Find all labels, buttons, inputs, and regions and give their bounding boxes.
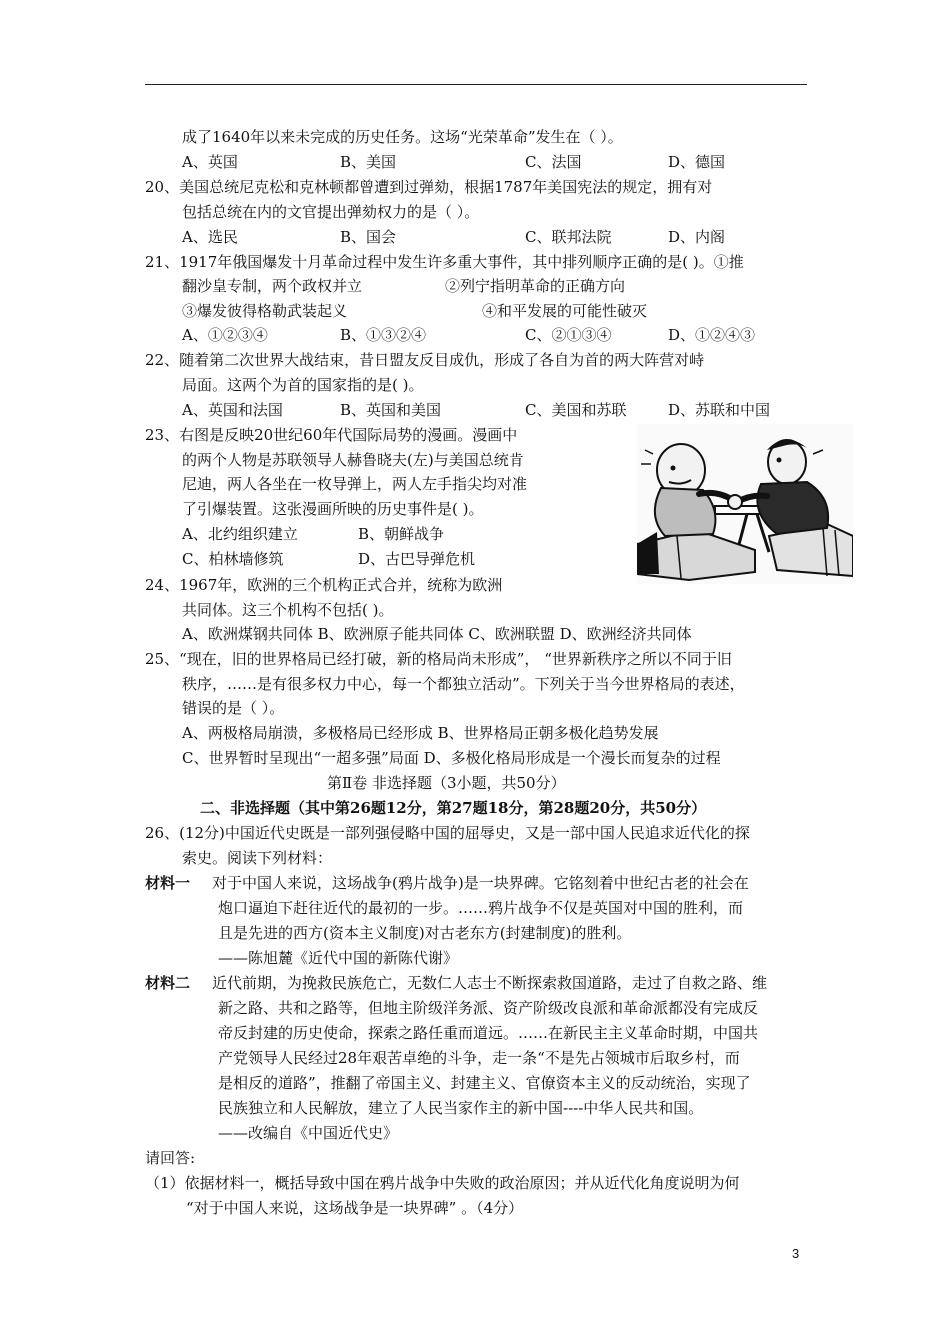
q23-option-d: D、古巴导弹危机 xyxy=(358,550,476,568)
q25-line-1: 25、“现在，旧的世界格局已经打破，新的格局尚未形成”， “世界新秩序之所以不同于旧 xyxy=(145,650,732,668)
q23-option-c: C、柏林墙修筑 xyxy=(182,550,284,568)
q22-option-a: A、英国和法国 xyxy=(182,401,283,419)
material-2-label: 材料二 xyxy=(145,974,191,992)
q19-option-b: B、美国 xyxy=(340,153,397,171)
q21-option-d: D、①②④③ xyxy=(668,326,756,344)
q22-line-1: 22、随着第二次世界大战结束，昔日盟友反目成仇，形成了各自为首的两大阵营对峙 xyxy=(145,351,705,369)
q24-line-1: 24、1967年，欧洲的三个机构正式合并，统称为欧洲 xyxy=(145,576,503,594)
q22-option-d: D、苏联和中国 xyxy=(668,401,771,419)
q23-line-2: 的两个人物是苏联领导人赫鲁晓夫(左)与美国总统肯 xyxy=(182,451,524,469)
q20-option-b: B、国会 xyxy=(340,228,397,246)
material-1-source: ——陈旭麓《近代中国的新陈代谢》 xyxy=(218,949,459,967)
q19-option-c: C、法国 xyxy=(525,153,582,171)
material-1-label: 材料一 xyxy=(145,874,191,892)
material-1-line-2: 炮口逼迫下赶往近代的最初的一步。……鸦片战争不仅是英国对中国的胜利，而 xyxy=(218,899,744,917)
q19-line: 成了1640年以来未完成的历史任务。这场“光荣革命”发生在（ ）。 xyxy=(182,128,623,146)
header-rule xyxy=(145,84,807,85)
page-number: 3 xyxy=(792,1246,800,1261)
q22-line-2: 局面。这两个为首的国家指的是( )。 xyxy=(182,376,424,394)
q20-option-a: A、选民 xyxy=(182,228,238,246)
q22-option-c: C、美国和苏联 xyxy=(525,401,627,419)
q21-option-b: B、①③②④ xyxy=(340,326,427,344)
material-2-line-5: 是相反的道路”，推翻了帝国主义、封建主义、官僚资本主义的反动统治，实现了 xyxy=(218,1074,751,1092)
answer-prompt: 请回答: xyxy=(145,1149,196,1167)
q21-line-3b: ④和平发展的可能性破灭 xyxy=(482,302,648,320)
q21-line-1: 21、1917年俄国爆发十月革命过程中发生许多重大事件，其中排列顺序正确的是( )。①推 xyxy=(145,253,744,271)
q19-option-d: D、德国 xyxy=(668,153,726,171)
material-1-line-3: 且是先进的西方(资本主义制度)对古老东方(封建制度)的胜利。 xyxy=(218,924,632,942)
material-1-line-1: 对于中国人来说，这场战争(鸦片战争)是一块界碑。它铭刻着中世纪古老的社会在 xyxy=(212,874,749,892)
q23-line-3: 尼迪，两人各坐在一枚导弹上，两人左手指尖均对准 xyxy=(182,475,528,493)
material-2-line-3: 帝反封建的历史使命，探索之路任重而道远。……在新民主主义革命时期，中国共 xyxy=(218,1024,759,1042)
q20-line-2: 包括总统在内的文官提出弹劾权力的是（ ）。 xyxy=(182,203,480,221)
material-2-source: ——改编自《中国近代史》 xyxy=(218,1124,399,1142)
q21-line-2b: ②列宁指明革命的正确方向 xyxy=(445,277,626,295)
q25-option-cd: C、世界暂时呈现出“一超多强”局面 D、多极化格局形成是一个漫长而复杂的过程 xyxy=(182,749,721,767)
section-title: 第Ⅱ卷 非选择题（3小题，共50分） xyxy=(327,774,566,792)
q25-line-3: 错误的是（ ）。 xyxy=(182,699,285,717)
q23-line-1: 23、右图是反映20世纪60年代国际局势的漫画。漫画中 xyxy=(145,426,518,444)
q21-option-a: A、①②③④ xyxy=(182,326,268,344)
q24-options: A、欧洲煤钢共同体 B、欧洲原子能共同体 C、欧洲联盟 D、欧洲经济共同体 xyxy=(182,625,692,643)
q23-line-4: 了引爆装置。这张漫画所映的历史事件是( )。 xyxy=(182,500,484,518)
q20-option-c: C、联邦法院 xyxy=(525,228,612,246)
q19-option-a: A、英国 xyxy=(182,153,238,171)
section-heading: 二、非选择题（其中第26题12分，第27题18分，第28题20分，共50分） xyxy=(200,799,707,817)
q25-option-ab: A、两极格局崩溃，多极格局已经形成 B、世界格局正朝多极化趋势发展 xyxy=(182,724,659,742)
q24-line-2: 共同体。这三个机构不包括( )。 xyxy=(182,601,394,619)
sub-question-1-line-1: （1）依据材料一，概括导致中国在鸦片战争中失败的政治原因；并从近代化角度说明为何 xyxy=(145,1174,740,1192)
q21-option-c: C、②①③④ xyxy=(525,326,612,344)
q25-line-2: 秩序，……是有很多权力中心，每一个都独立活动”。下列关于当今世界格局的表述， xyxy=(182,675,745,693)
q26-line-1: 26、(12分)中国近代史既是一部列强侵略中国的屈辱史，又是一部中国人民追求近代化的探 xyxy=(145,824,750,842)
q23-option-a: A、北约组织建立 xyxy=(182,525,298,543)
material-2-line-6: 民族独立和人民解放，建立了人民当家作主的新中国----中华人民共和国。 xyxy=(218,1099,704,1117)
q26-line-2: 索史。阅读下列材料： xyxy=(182,849,333,867)
q20-option-d: D、内阁 xyxy=(668,228,726,246)
material-2-line-1: 近代前期，为挽救民族危亡，无数仁人志士不断探索救国道路，走过了自救之路、维 xyxy=(212,974,768,992)
q21-line-3a: ③爆发彼得格勒武装起义 xyxy=(182,302,348,320)
cold-war-cartoon-image xyxy=(637,424,853,584)
material-2-line-2: 新之路、共和之路等，但地主阶级洋务派、资产阶级改良派和革命派都没有完成反 xyxy=(218,999,759,1017)
q21-line-2a: 翻沙皇专制，两个政权并立 xyxy=(182,277,363,295)
sub-question-1-line-2: “对于中国人来说，这场战争是一块界碑” 。（4分） xyxy=(186,1199,524,1217)
q23-option-b: B、朝鲜战争 xyxy=(358,525,445,543)
material-2-line-4: 产党领导人民经过28年艰苦卓绝的斗争，走一条“不是先占领城市后取乡村，而 xyxy=(218,1049,740,1067)
q20-line-1: 20、美国总统尼克松和克林顿都曾遭到过弹劾，根据1787年美国宪法的规定，拥有对 xyxy=(145,178,713,196)
q22-option-b: B、英国和美国 xyxy=(340,401,442,419)
